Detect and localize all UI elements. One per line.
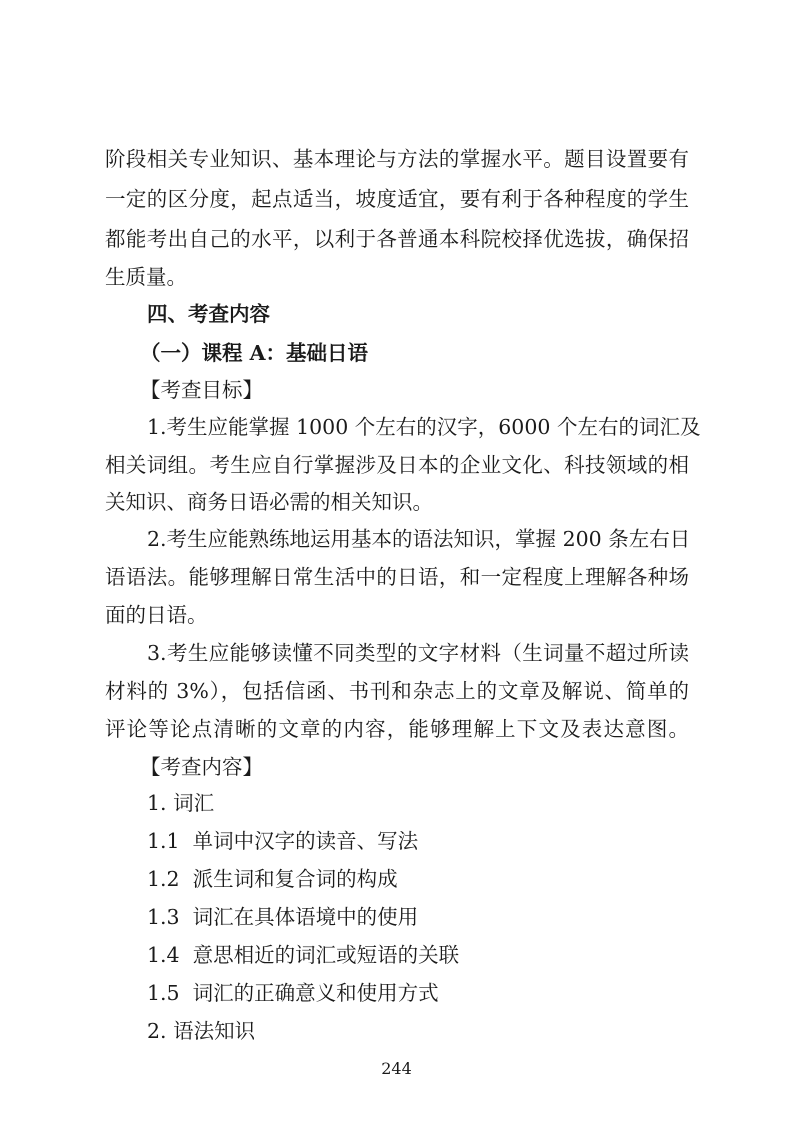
paragraph-line: 生质量。 — [105, 265, 187, 289]
paragraph-line: 一定的区分度，起点适当，坡度适宜，要有利于各种程度的学生 — [105, 187, 689, 211]
section-heading: 四、考查内容 — [147, 302, 270, 326]
bracket-heading: 【考查目标】 — [140, 378, 263, 402]
paragraph-line: 材料的 3%），包括信函、书刊和杂志上的文章及解说、简单的 — [105, 679, 689, 703]
paragraph-line: 阶段相关专业知识、基本理论与方法的掌握水平。题目设置要有 — [105, 147, 689, 171]
list-item: 1. 词汇 — [147, 791, 215, 815]
subsection-heading: （一）课程 A：基础日语 — [140, 341, 369, 365]
paragraph-line: 2.考生应能熟练地运用基本的语法知识，掌握 200 条左右日 — [147, 527, 691, 551]
list-item: 1.1 单词中汉字的读音、写法 — [147, 829, 419, 853]
paragraph-line: 评论等论点清晰的文章的内容，能够理解上下文及表达意图。 — [105, 717, 689, 741]
bracket-heading: 【考查内容】 — [140, 755, 263, 779]
paragraph-line: 都能考出自己的水平，以利于各普通本科院校择优选拔，确保招 — [105, 227, 689, 251]
page-number: 244 — [381, 1059, 412, 1078]
paragraph-line: 1.考生应能掌握 1000 个左右的汉字，6000 个左右的词汇及 — [147, 415, 701, 439]
paragraph-line: 3.考生应能够读懂不同类型的文字材料（生词量不超过所读 — [147, 641, 689, 665]
list-item: 1.5 词汇的正确意义和使用方式 — [147, 981, 439, 1005]
list-item: 1.3 词汇在具体语境中的使用 — [147, 905, 419, 929]
list-item: 1.4 意思相近的词汇或短语的关联 — [147, 943, 460, 967]
paragraph-line: 面的日语。 — [105, 603, 208, 627]
paragraph-line: 相关词组。考生应自行掌握涉及日本的企业文化、科技领域的相 — [105, 453, 689, 477]
paragraph-line: 关知识、商务日语必需的相关知识。 — [105, 490, 433, 514]
list-item: 1.2 派生词和复合词的构成 — [147, 867, 398, 891]
list-item: 2. 语法知识 — [147, 1019, 256, 1043]
paragraph-line: 语语法。能够理解日常生活中的日语，和一定程度上理解各种场 — [105, 565, 689, 589]
